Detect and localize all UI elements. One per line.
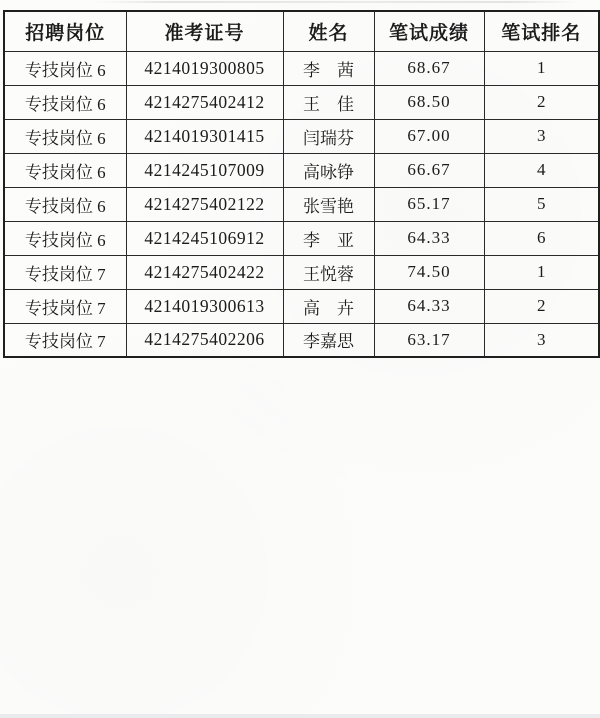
table-row [4, 187, 599, 221]
results-table-body [4, 51, 599, 357]
table-row [4, 119, 599, 153]
cell-name: 闫瑞芬 [283, 119, 374, 153]
cell-written-rank: 3 [484, 119, 599, 153]
cell-position: 专技岗位 6 [4, 51, 126, 85]
column-header-written-rank: 笔试排名 [484, 11, 599, 51]
cell-admission-number: 4214275402422 [126, 255, 283, 289]
cell-name: 李嘉思 [283, 323, 374, 357]
cell-admission-number: 4214019300613 [126, 289, 283, 323]
cell-written-score: 74.50 [374, 255, 484, 289]
cell-position: 专技岗位 7 [4, 255, 126, 289]
cell-name: 高咏铮 [283, 153, 374, 187]
cell-written-score: 68.67 [374, 51, 484, 85]
cell-position: 专技岗位 6 [4, 221, 126, 255]
column-header-position: 招聘岗位 [4, 11, 126, 51]
column-header-admission-number: 准考证号 [126, 11, 283, 51]
cell-name: 李 茜 [283, 51, 374, 85]
cell-name: 李 亚 [283, 221, 374, 255]
table-row [4, 153, 599, 187]
cell-written-rank: 2 [484, 85, 599, 119]
cell-admission-number: 4214019301415 [126, 119, 283, 153]
cell-written-score: 64.33 [374, 221, 484, 255]
cell-admission-number: 4214245107009 [126, 153, 283, 187]
cell-written-rank: 3 [484, 323, 599, 357]
cell-admission-number: 4214245106912 [126, 221, 283, 255]
cell-admission-number: 4214275402122 [126, 187, 283, 221]
scan-artifact-bottom [0, 714, 600, 718]
header-row [4, 11, 599, 51]
cell-written-score: 63.17 [374, 323, 484, 357]
cell-written-score: 66.67 [374, 153, 484, 187]
cell-written-rank: 4 [484, 153, 599, 187]
cell-written-rank: 1 [484, 255, 599, 289]
cell-name: 王 佳 [283, 85, 374, 119]
cell-position: 专技岗位 6 [4, 119, 126, 153]
cell-name: 高 卉 [283, 289, 374, 323]
table-row [4, 221, 599, 255]
cell-written-score: 65.17 [374, 187, 484, 221]
table-row [4, 323, 599, 357]
scan-artifact-top [95, 1, 580, 3]
cell-admission-number: 4214019300805 [126, 51, 283, 85]
cell-written-score: 68.50 [374, 85, 484, 119]
written-exam-results-table [3, 10, 600, 358]
cell-written-score: 64.33 [374, 289, 484, 323]
table-row [4, 51, 599, 85]
cell-written-rank: 1 [484, 51, 599, 85]
cell-admission-number: 4214275402412 [126, 85, 283, 119]
cell-position: 专技岗位 6 [4, 85, 126, 119]
cell-name: 王悦蓉 [283, 255, 374, 289]
cell-written-rank: 6 [484, 221, 599, 255]
cell-position: 专技岗位 7 [4, 323, 126, 357]
cell-position: 专技岗位 6 [4, 153, 126, 187]
cell-written-rank: 5 [484, 187, 599, 221]
column-header-written-score: 笔试成绩 [374, 11, 484, 51]
table-row [4, 255, 599, 289]
table-row [4, 85, 599, 119]
table-row [4, 289, 599, 323]
cell-written-score: 67.00 [374, 119, 484, 153]
cell-written-rank: 2 [484, 289, 599, 323]
cell-position: 专技岗位 7 [4, 289, 126, 323]
cell-position: 专技岗位 6 [4, 187, 126, 221]
cell-name: 张雪艳 [283, 187, 374, 221]
cell-admission-number: 4214275402206 [126, 323, 283, 357]
column-header-name: 姓名 [283, 11, 374, 51]
